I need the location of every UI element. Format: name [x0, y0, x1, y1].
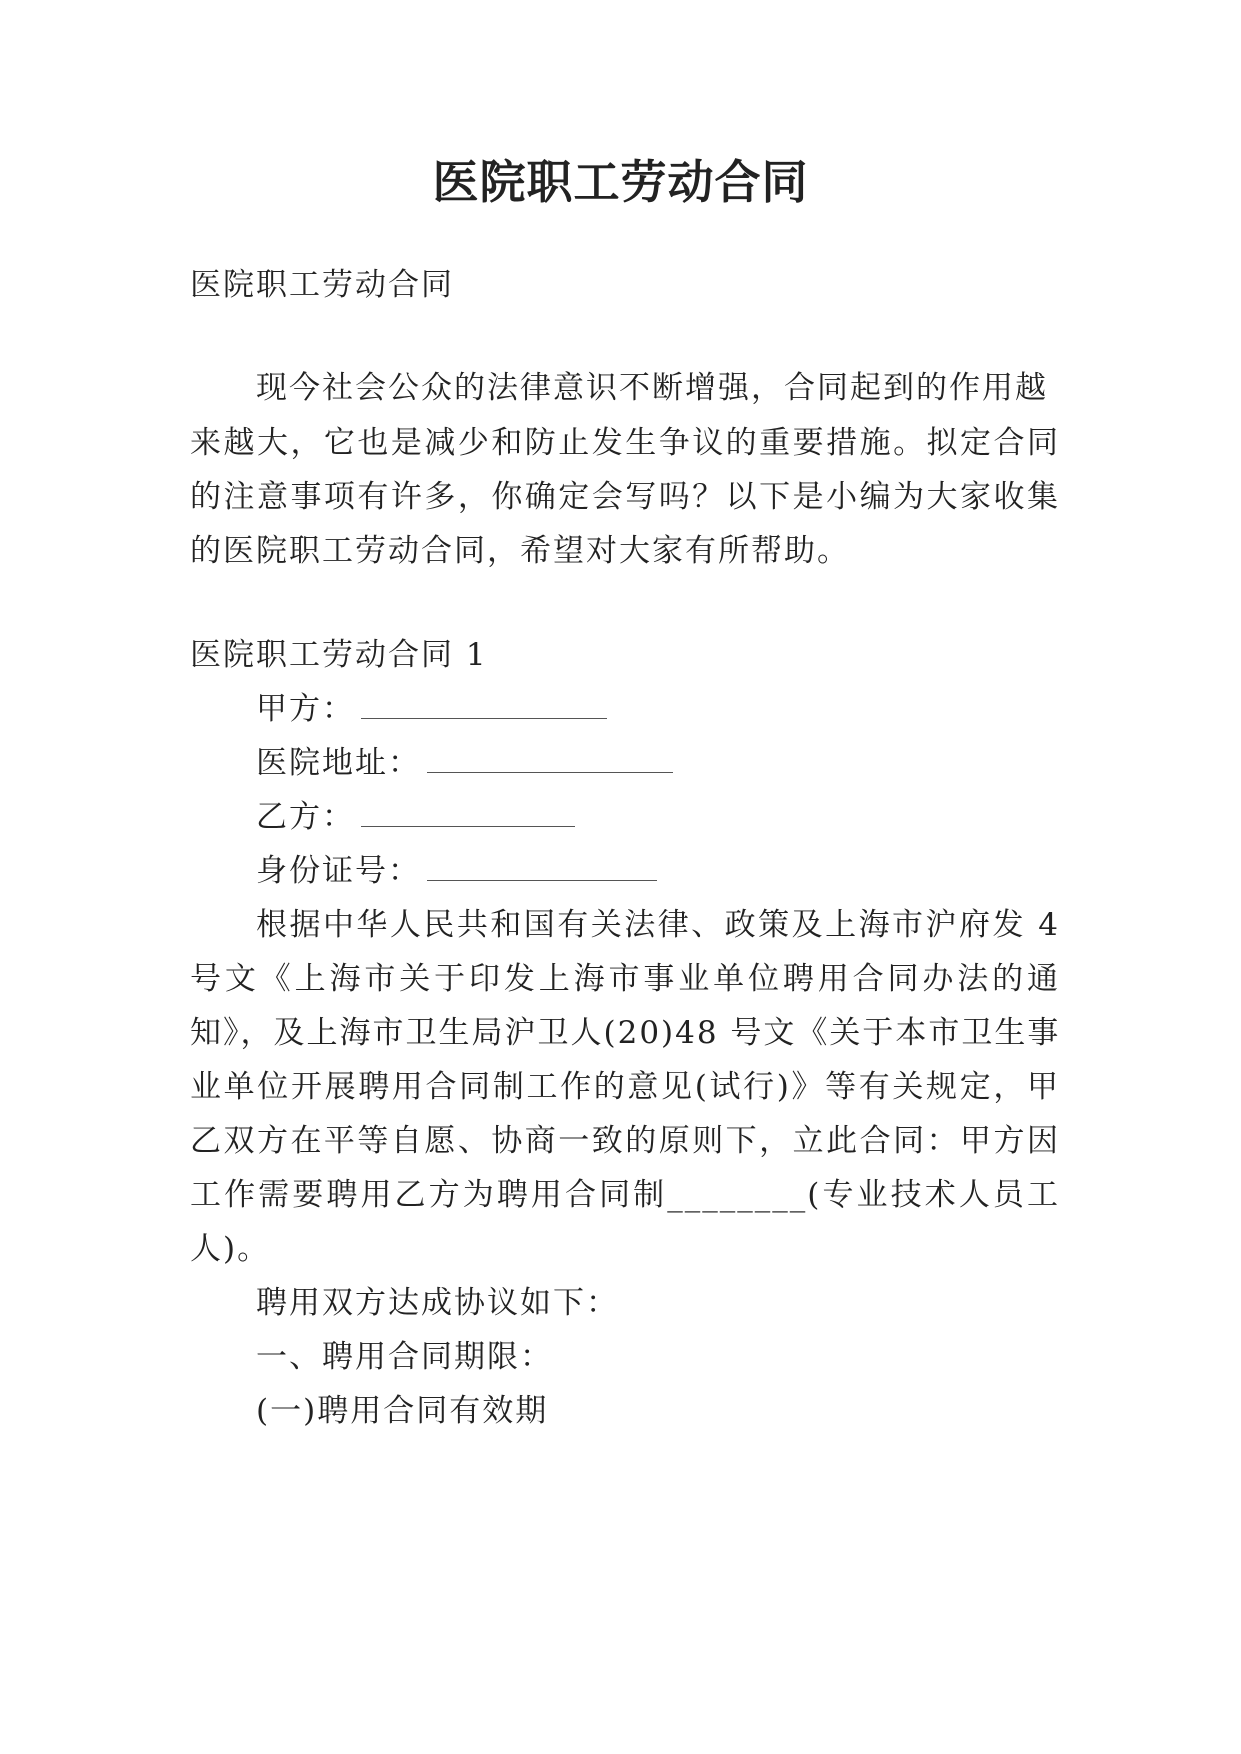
party-a-blank [361, 692, 607, 719]
body-line-4: 业单位开展聘用合同制工作的意见(试行)》等有关规定，甲 [190, 1069, 1060, 1105]
hospital-address-label: 医院地址： [256, 745, 421, 781]
party-a-label: 甲方： [256, 691, 355, 727]
party-b-field [256, 796, 1126, 838]
intro-line-4: 的医院职工劳动合同，希望对大家有所帮助。 [190, 533, 850, 569]
clause-1-1: (一)聘用合同有效期 [256, 1393, 549, 1429]
body-line-2: 号文《上海市关于印发上海市事业单位聘用合同办法的通 [190, 961, 1060, 997]
id-number-label: 身份证号： [256, 853, 421, 889]
party-b-label: 乙方： [256, 799, 355, 835]
document-title: 医院职工劳动合同 [432, 155, 809, 209]
section-heading: 医院职工劳动合同 1 [190, 637, 488, 673]
document-subtitle: 医院职工劳动合同 [190, 267, 454, 303]
hospital-address-blank [427, 746, 673, 773]
body-line-5: 乙双方在平等自愿、协商一致的原则下，立此合同：甲方因 [190, 1123, 1060, 1159]
intro-line-3: 的注意事项有许多，你确定会写吗？以下是小编为大家收集 [190, 479, 1060, 515]
party-b-blank [361, 800, 575, 827]
intro-line-2: 来越大，它也是减少和防止发生争议的重要措施。拟定合同 [190, 425, 1060, 461]
party-a-field [256, 688, 1126, 730]
agreement-intro: 聘用双方达成协议如下： [256, 1285, 619, 1321]
body-line-7: 人)。 [190, 1231, 271, 1267]
body-line-1: 根据中华人民共和国有关法律、政策及上海市沪府发 4 [256, 907, 1060, 943]
id-number-blank [427, 854, 657, 881]
hospital-address-field [256, 742, 1126, 784]
intro-line-1: 现今社会公众的法律意识不断增强，合同起到的作用越 [256, 370, 1048, 406]
body-line-3: 知》，及上海市卫生局沪卫人(20)48 号文《关于本市卫生事 [190, 1015, 1061, 1051]
id-number-field [256, 850, 1126, 892]
clause-1-heading: 一、聘用合同期限： [256, 1339, 553, 1375]
body-line-6: 工作需要聘用乙方为聘用合同制________(专业技术人员工 [190, 1177, 1060, 1213]
